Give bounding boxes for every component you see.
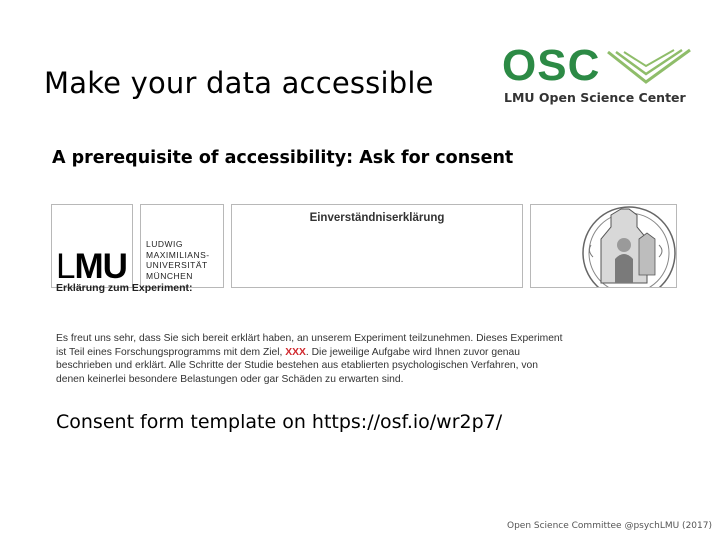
lmu-logo-l: L — [56, 247, 75, 286]
form-body-text: . Die jeweilige Aufgabe wird Ihnen zuvor genau — [305, 346, 520, 358]
form-heading: Erklärung zum Experiment: — [56, 282, 193, 294]
osc-logo — [502, 41, 697, 108]
university-name-line: MAXIMILIANS- — [146, 249, 210, 260]
form-body — [56, 332, 686, 386]
placeholder-xxx: XXX — [285, 346, 306, 358]
university-seal-box — [530, 204, 677, 288]
university-name-line: UNIVERSITÄT — [146, 260, 208, 270]
university-name-box — [140, 204, 224, 288]
university-name — [146, 239, 210, 281]
consent-form-image — [50, 200, 680, 395]
osc-wordmark: OSC — [502, 41, 601, 90]
form-body-line: denen keinerlei besondere Belastungen oder gar Schäden zu erwarten sind. — [56, 373, 404, 385]
university-name-line: MÜNCHEN — [146, 270, 193, 281]
footer: Open Science Committee @psychLMU (2017) — [506, 521, 712, 531]
subheading: A prerequisite of accessibility: Ask for consent — [52, 148, 514, 168]
checkmark-icon — [606, 48, 692, 84]
university-seal-icon — [531, 205, 676, 287]
form-body-text: ist Teil eines Forschungsprogramms mit dem Ziel, — [56, 346, 286, 358]
form-body-line: beschrieben und erklärt. Alle Schritte der Studie bestehen aus etablierten psychologischen Verfahren, von — [56, 360, 538, 372]
form-body-line — [56, 346, 686, 360]
form-body-line: Es freut uns sehr, dass Sie sich bereit erklärt haben, an unserem Experiment teilzunehmen. Dieses Experiment — [56, 333, 563, 344]
form-title-box — [231, 204, 523, 288]
university-name-line: LUDWIG — [146, 239, 183, 249]
osc-subtitle: LMU Open Science Center — [504, 90, 686, 105]
lmu-logo-mu: MU — [74, 247, 127, 286]
lmu-logo-box — [51, 204, 133, 288]
consent-form-link[interactable]: Consent form template on https://osf.io/wr2p7/ — [56, 411, 503, 433]
form-title: Einverständniserklärung — [309, 212, 445, 224]
lmu-logo — [56, 247, 127, 286]
slide-title: Make your data accessible — [44, 66, 434, 100]
